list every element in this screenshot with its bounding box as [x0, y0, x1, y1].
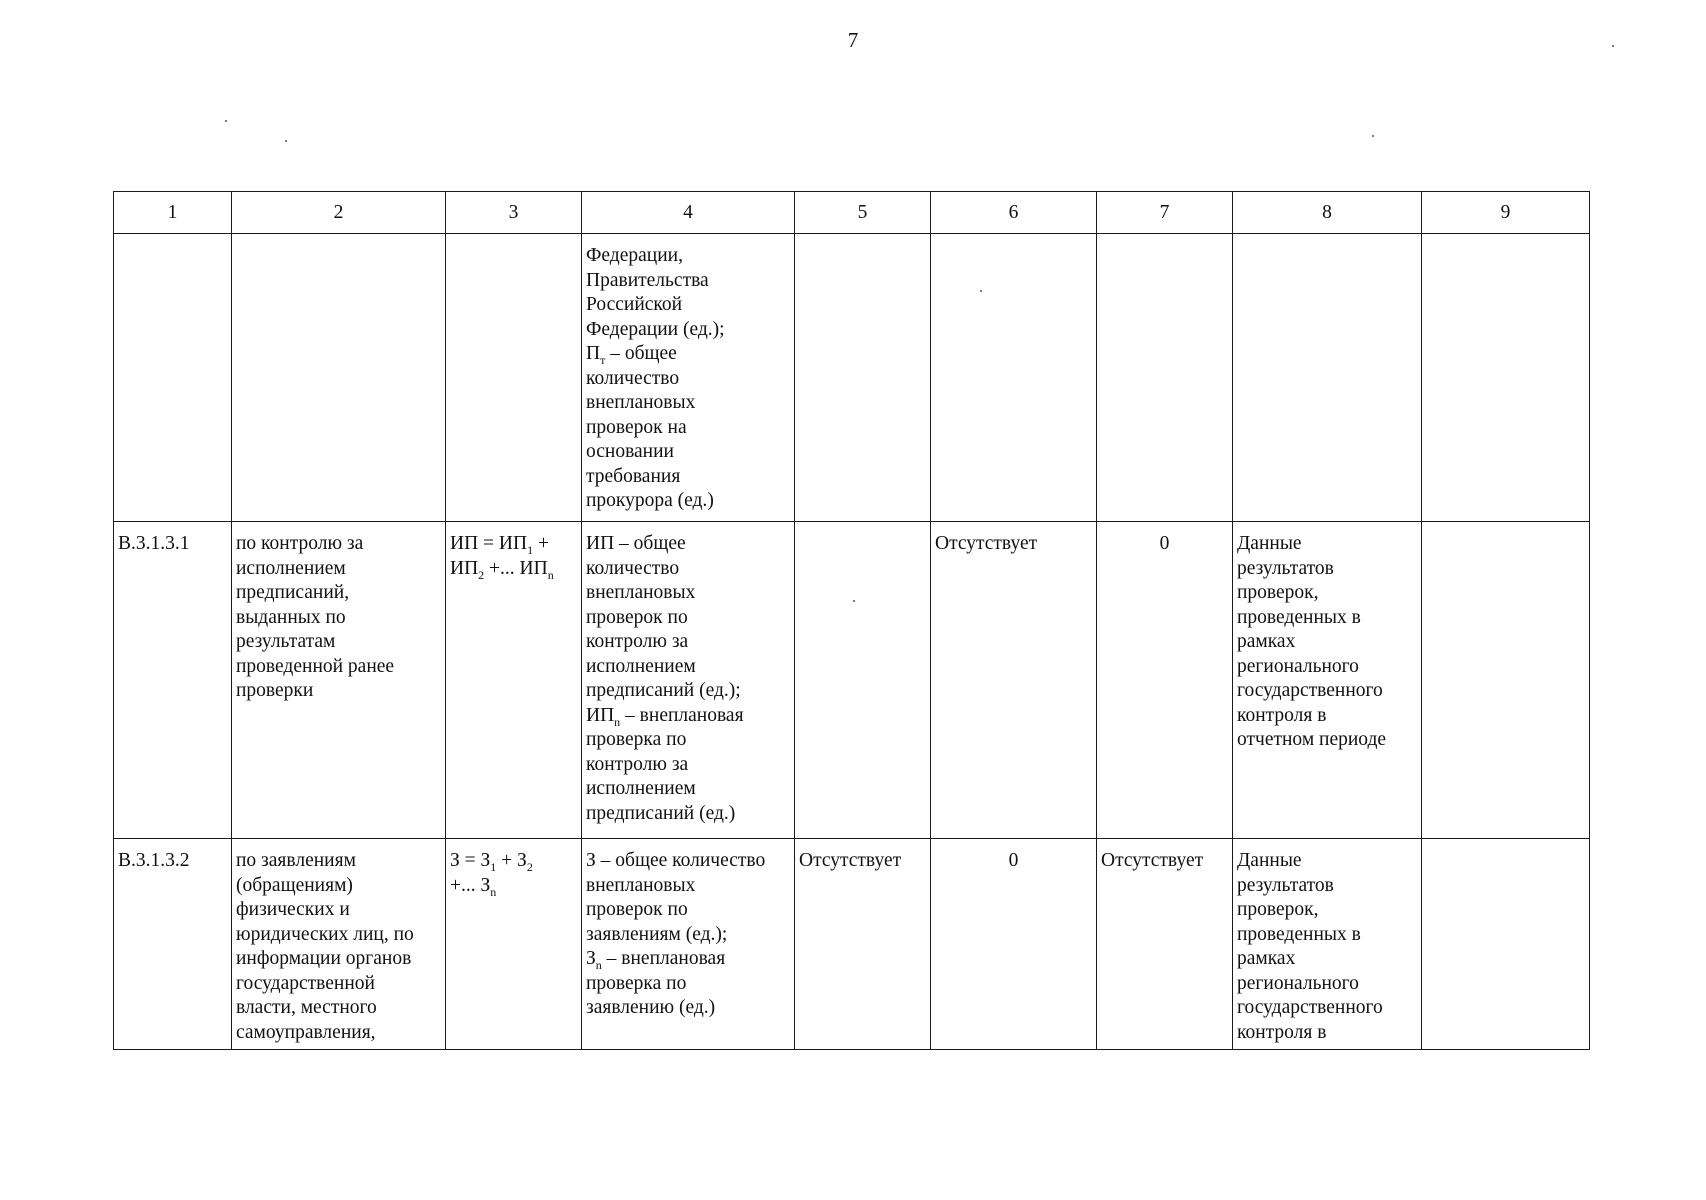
scan-speck: [1612, 45, 1614, 47]
cell-code: В.3.1.3.2: [114, 839, 232, 1050]
formula-subscript: 2: [526, 859, 533, 874]
header-col-7: 7: [1097, 192, 1233, 234]
formula-part: З = З: [450, 850, 491, 871]
scan-speck: [285, 140, 287, 142]
cell-formula: [446, 234, 582, 522]
formula-subscript: n: [547, 567, 554, 582]
formula-part: ИП = ИП: [450, 533, 528, 554]
indicator-table: [113, 191, 1590, 1050]
definition-symbol-subscript: т: [600, 352, 606, 367]
header-col-6: 6: [931, 192, 1097, 234]
scan-speck: [853, 600, 855, 602]
cell-definition: [582, 839, 795, 1050]
definition-text: З – общее количество внеплановых проверок по заявлениям (ед.);: [586, 850, 766, 945]
cell-col-7: Отсутствует: [1097, 839, 1233, 1050]
formula-subscript: 1: [527, 542, 534, 557]
table-row: [114, 839, 1590, 1050]
formula-part: + ИП: [450, 533, 549, 579]
definition-text-2: – внеплановая проверка по контролю за исполнением предписаний (ед.): [586, 704, 744, 824]
header-col-3: 3: [446, 192, 582, 234]
definition-text-2: – общее количество внеплановых проверок на основании требования прокурора (ед.): [586, 343, 714, 511]
cell-col-6: Отсутствует: [931, 522, 1097, 839]
scan-speck: [980, 290, 982, 292]
page-number: 7: [847, 28, 859, 52]
cell-formula: [446, 839, 582, 1050]
cell-code: В.3.1.3.1: [114, 522, 232, 839]
table-row: [114, 234, 1590, 522]
formula-part: +... ИП: [484, 557, 548, 579]
cell-col-6: 0: [931, 839, 1097, 1050]
cell-formula: [446, 522, 582, 839]
definition-symbol: ИП: [586, 704, 615, 726]
cell-indicator: по заявлениям (обращениям) физических и юридических лиц, по информации органов государственной власти, местного самоуправления,: [232, 839, 446, 1050]
cell-source: [1233, 234, 1422, 522]
cell-source: Данные результатов проверок, проведенных в рамках регионального государственного контроля в: [1233, 839, 1422, 1050]
formula-subscript: 2: [478, 567, 485, 582]
header-col-2: 2: [232, 192, 446, 234]
cell-col-9: [1422, 234, 1590, 522]
cell-source: Данные результатов проверок, проведенных в рамках регионального государственного контроля в отчетном периоде: [1233, 522, 1422, 839]
header-col-9: 9: [1422, 192, 1590, 234]
scan-speck: [1372, 135, 1374, 137]
header-col-5: 5: [795, 192, 931, 234]
definition-symbol: З: [586, 948, 596, 969]
cell-col-9: [1422, 522, 1590, 839]
definition-symbol: П: [586, 343, 601, 364]
cell-col-5: [795, 234, 931, 522]
definition-symbol-subscript: n: [614, 714, 621, 729]
cell-definition: [582, 522, 795, 839]
cell-col-7: [1097, 234, 1233, 522]
definition-text-2: – внеплановая проверка по заявлению (ед.): [586, 948, 726, 1018]
cell-col-9: [1422, 839, 1590, 1050]
cell-col-7: 0: [1097, 522, 1233, 839]
formula-subscript: n: [490, 884, 497, 899]
definition-text: ИП – общее количество внеплановых проверок по контролю за исполнением предписаний (ед.);: [586, 533, 741, 701]
definition-symbol-subscript: n: [595, 957, 602, 972]
cell-indicator: по контролю за исполнением предписаний, выданных по результатам проведенной ранее проверки: [232, 522, 446, 839]
cell-code: [114, 234, 232, 522]
header-col-1: 1: [114, 192, 232, 234]
header-col-4: 4: [582, 192, 795, 234]
formula-part: +... З: [450, 874, 491, 896]
header-col-8: 8: [1233, 192, 1422, 234]
cell-definition: [582, 234, 795, 522]
cell-indicator: [232, 234, 446, 522]
definition-text: Федерации, Правительства Российской Федерации (ед.);: [586, 245, 725, 340]
table-header-row: [114, 192, 1590, 234]
formula-part: + З: [496, 850, 527, 871]
table-row: [114, 522, 1590, 839]
scan-speck: [225, 120, 227, 122]
cell-col-5: Отсутствует: [795, 839, 931, 1050]
cell-col-6: [931, 234, 1097, 522]
formula-subscript: 1: [490, 859, 497, 874]
cell-col-5: [795, 522, 931, 839]
